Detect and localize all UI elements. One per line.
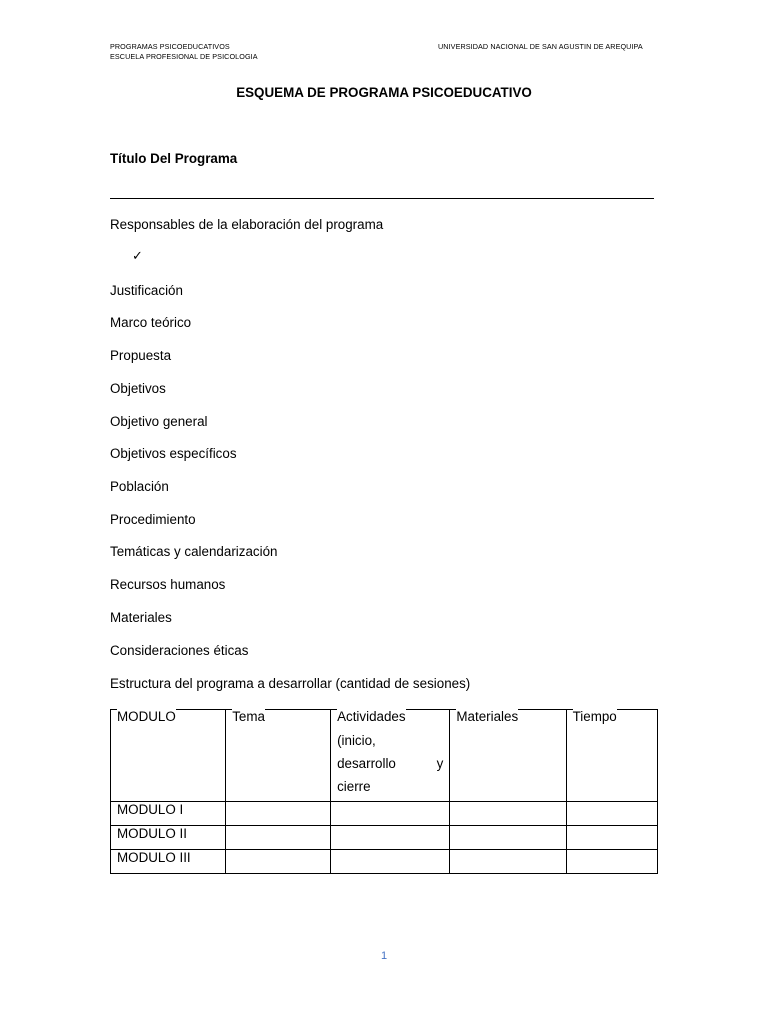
- section-objetivo-general: Objetivo general: [110, 414, 208, 429]
- header-cell-tiempo: [566, 710, 657, 802]
- section-materiales: Materiales: [110, 610, 172, 625]
- header-university-name: UNIVERSIDAD NACIONAL DE SAN AGUSTIN DE AREQUIPA: [438, 42, 643, 51]
- section-tematicas: Temáticas y calendarización: [110, 544, 278, 559]
- table-cell: [226, 826, 331, 850]
- header-modulo-label: MODULO: [117, 709, 176, 724]
- page-number: 1: [380, 950, 388, 962]
- table-cell: [566, 802, 657, 826]
- header-materiales-label: Materiales: [456, 709, 519, 724]
- table-cell: [331, 826, 450, 850]
- header-tiempo-label: Tiempo: [572, 709, 617, 724]
- header-tema-label: Tema: [232, 709, 265, 724]
- section-objetivos-especificos: Objetivos específicos: [110, 446, 237, 461]
- document-title: ESQUEMA DE PROGRAMA PSICOEDUCATIVO: [236, 85, 532, 100]
- header-left: [110, 42, 258, 61]
- table-cell: [226, 850, 331, 874]
- table-cell: [226, 802, 331, 826]
- header-cell-tema: [226, 710, 331, 802]
- table-cell: [331, 802, 450, 826]
- table-cell: [331, 850, 450, 874]
- section-estructura: Estructura del programa a desarrollar (cantidad de sesiones): [110, 676, 471, 691]
- table-row: [111, 826, 658, 850]
- header-cell-actividades: [331, 710, 450, 802]
- section-propuesta: Propuesta: [110, 348, 172, 363]
- row-label: MODULO III: [111, 850, 226, 874]
- table-cell: [450, 850, 566, 874]
- header-right: [438, 42, 643, 52]
- header-actividades-label: Actividades (inicio, desarrollo y cierre: [337, 709, 444, 794]
- header-cell-modulo: [111, 710, 226, 802]
- checkmark-icon: ✓: [132, 248, 143, 263]
- program-structure-table: [110, 709, 658, 874]
- table-cell: [566, 826, 657, 850]
- header-cell-materiales: [450, 710, 566, 802]
- header-program-name: PROGRAMAS PSICOEDUCATIVOS: [110, 42, 230, 51]
- header-school-name: ESCUELA PROFESIONAL DE PSICOLOGIA: [110, 51, 258, 61]
- row-label: MODULO I: [111, 802, 226, 826]
- section-poblacion: Población: [110, 479, 169, 494]
- table-row: [111, 850, 658, 874]
- table-header-row: [111, 710, 658, 802]
- section-marco-teorico: Marco teórico: [110, 315, 192, 330]
- section-responsables: Responsables de la elaboración del programa: [110, 217, 384, 232]
- section-justificacion: Justificación: [110, 283, 183, 298]
- row-label: MODULO II: [111, 826, 226, 850]
- section-recursos-humanos: Recursos humanos: [110, 577, 226, 592]
- table-cell: [566, 850, 657, 874]
- table-cell: [450, 802, 566, 826]
- program-title-blank-line: [110, 198, 654, 199]
- section-objetivos: Objetivos: [110, 381, 166, 396]
- table-cell: [450, 826, 566, 850]
- section-procedimiento: Procedimiento: [110, 512, 196, 527]
- section-consideraciones-eticas: Consideraciones éticas: [110, 643, 249, 658]
- program-title-label: Título Del Programa: [110, 151, 238, 166]
- table-row: [111, 802, 658, 826]
